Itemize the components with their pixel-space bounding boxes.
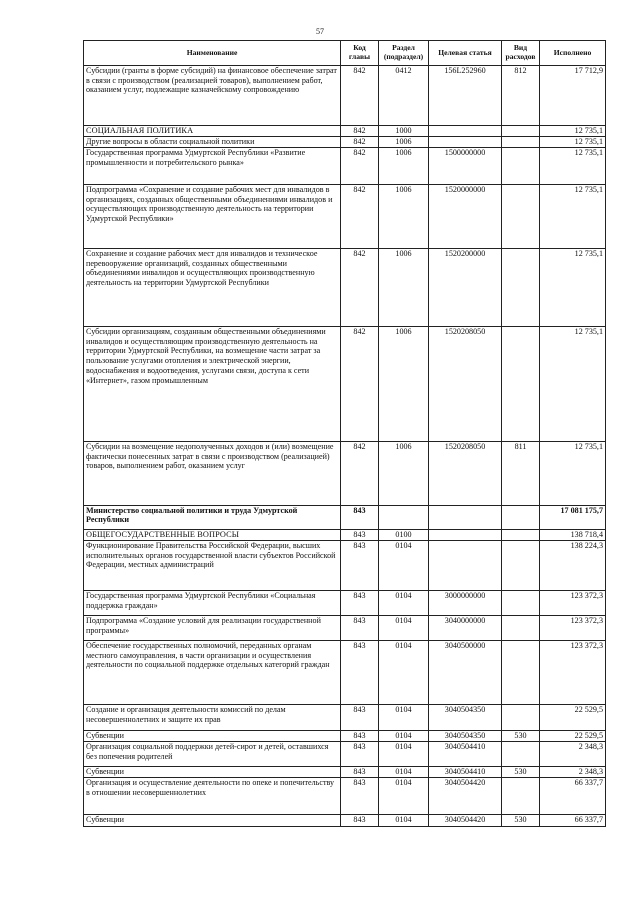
row-name: Субсидии организациям, созданным общественными объединениями инвалидов и осуществляющим производственную деятельность на территории Удмуртской Республики, на возмещение части затрат за пользование услугами отопления и электрической энергии, водоснабжения и водоотведения, услугами связи, доступа к сети «Интернет», газом промышленным bbox=[84, 327, 341, 442]
row-code: 842 bbox=[341, 126, 379, 137]
row-name: Государственная программа Удмуртской Республики «Социальная поддержка граждан» bbox=[84, 591, 341, 616]
table-row bbox=[84, 126, 606, 137]
row-done: 12 735,1 bbox=[540, 185, 606, 249]
row-kind: 812 bbox=[502, 66, 540, 126]
table-row bbox=[84, 731, 606, 742]
table-row bbox=[84, 66, 606, 126]
row-target bbox=[429, 126, 502, 137]
row-code: 842 bbox=[341, 66, 379, 126]
row-done: 12 735,1 bbox=[540, 327, 606, 442]
row-code: 842 bbox=[341, 442, 379, 506]
row-name: Создание и организация деятельности комиссий по делам несовершеннолетних и защите их прав bbox=[84, 705, 341, 731]
row-kind bbox=[502, 530, 540, 541]
row-target: 1520200000 bbox=[429, 249, 502, 327]
row-target: 1520208050 bbox=[429, 327, 502, 442]
row-kind bbox=[502, 249, 540, 327]
header-section: Раздел (подраздел) bbox=[379, 41, 429, 66]
row-section: 1006 bbox=[379, 148, 429, 185]
row-kind bbox=[502, 185, 540, 249]
row-done: 2 348,3 bbox=[540, 742, 606, 767]
header-done: Исполнено bbox=[540, 41, 606, 66]
row-code: 843 bbox=[341, 778, 379, 815]
row-kind bbox=[502, 148, 540, 185]
row-kind bbox=[502, 541, 540, 591]
row-code: 843 bbox=[341, 731, 379, 742]
row-name: Функционирование Правительства Российской Федерации, высших исполнительных органов государственной власти субъектов Российской Федерации, местных администраций bbox=[84, 541, 341, 591]
row-target: 1520208050 bbox=[429, 442, 502, 506]
row-section: 0104 bbox=[379, 616, 429, 641]
table-row bbox=[84, 148, 606, 185]
table-row bbox=[84, 541, 606, 591]
row-kind bbox=[502, 705, 540, 731]
table-row bbox=[84, 705, 606, 731]
row-code: 842 bbox=[341, 249, 379, 327]
row-section: 0104 bbox=[379, 705, 429, 731]
row-code: 843 bbox=[341, 591, 379, 616]
row-name: Организация и осуществление деятельности по опеке и попечительству в отношении несовершеннолетних bbox=[84, 778, 341, 815]
row-code: 843 bbox=[341, 530, 379, 541]
table-row bbox=[84, 616, 606, 641]
row-kind bbox=[502, 742, 540, 767]
table-row bbox=[84, 530, 606, 541]
row-section: 0104 bbox=[379, 778, 429, 815]
row-name: Государственная программа Удмуртской Республики «Развитие промышленности и потребительского рынка» bbox=[84, 148, 341, 185]
row-done: 12 735,1 bbox=[540, 442, 606, 506]
row-name: Министерство социальной политики и труда Удмуртской Республики bbox=[84, 506, 341, 530]
row-section: 0104 bbox=[379, 767, 429, 778]
table-row bbox=[84, 185, 606, 249]
row-name: СОЦИАЛЬНАЯ ПОЛИТИКА bbox=[84, 126, 341, 137]
row-kind bbox=[502, 327, 540, 442]
row-target bbox=[429, 541, 502, 591]
row-target: 3040504420 bbox=[429, 815, 502, 827]
row-code: 843 bbox=[341, 506, 379, 530]
row-target bbox=[429, 530, 502, 541]
row-section: 0100 bbox=[379, 530, 429, 541]
row-section: 0104 bbox=[379, 742, 429, 767]
row-target: 1520000000 bbox=[429, 185, 502, 249]
row-section: 0104 bbox=[379, 591, 429, 616]
row-done: 123 372,3 bbox=[540, 641, 606, 705]
table-row bbox=[84, 327, 606, 442]
header-target: Целевая статья bbox=[429, 41, 502, 66]
table-row bbox=[84, 742, 606, 767]
row-target: 3040500000 bbox=[429, 641, 502, 705]
row-kind bbox=[502, 641, 540, 705]
row-done: 17 712,9 bbox=[540, 66, 606, 126]
row-name: Субвенции bbox=[84, 731, 341, 742]
row-name: Субвенции bbox=[84, 767, 341, 778]
row-target: 1500000000 bbox=[429, 148, 502, 185]
row-kind: 530 bbox=[502, 815, 540, 827]
row-section: 0104 bbox=[379, 541, 429, 591]
row-done: 17 081 175,7 bbox=[540, 506, 606, 530]
row-section: 1006 bbox=[379, 249, 429, 327]
page-number: 57 bbox=[316, 27, 324, 36]
row-done: 123 372,3 bbox=[540, 616, 606, 641]
row-section: 0104 bbox=[379, 731, 429, 742]
header-kind: Вид расходов bbox=[502, 41, 540, 66]
table-row bbox=[84, 137, 606, 148]
table-row bbox=[84, 591, 606, 616]
row-done: 66 337,7 bbox=[540, 778, 606, 815]
row-target: 3040504350 bbox=[429, 731, 502, 742]
row-name: Субсидии на возмещение недополученных доходов и (или) возмещение фактически понесенных затрат в связи с производством (реализацией) товаров, выполнением работ, оказанием услуг bbox=[84, 442, 341, 506]
row-target: 3040504350 bbox=[429, 705, 502, 731]
row-name: Организация социальной поддержки детей-сирот и детей, оставшихся без попечения родителей bbox=[84, 742, 341, 767]
row-done: 138 224,3 bbox=[540, 541, 606, 591]
row-kind: 530 bbox=[502, 731, 540, 742]
row-code: 842 bbox=[341, 185, 379, 249]
row-target bbox=[429, 506, 502, 530]
table-row bbox=[84, 506, 606, 530]
row-code: 843 bbox=[341, 705, 379, 731]
row-name: Обеспечение государственных полномочий, переданных органам местного самоуправления, в части организации и осуществления деятельности по социальной поддержке отдельных категорий граждан bbox=[84, 641, 341, 705]
row-kind bbox=[502, 616, 540, 641]
table-header-row bbox=[84, 41, 606, 66]
row-section: 1006 bbox=[379, 137, 429, 148]
row-kind bbox=[502, 137, 540, 148]
row-target: 3040504410 bbox=[429, 742, 502, 767]
row-kind bbox=[502, 591, 540, 616]
row-code: 843 bbox=[341, 541, 379, 591]
row-done: 12 735,1 bbox=[540, 137, 606, 148]
row-done: 123 372,3 bbox=[540, 591, 606, 616]
row-name: ОБЩЕГОСУДАРСТВЕННЫЕ ВОПРОСЫ bbox=[84, 530, 341, 541]
row-code: 843 bbox=[341, 815, 379, 827]
row-target bbox=[429, 137, 502, 148]
row-target: 3000000000 bbox=[429, 591, 502, 616]
header-name: Наименование bbox=[84, 41, 341, 66]
row-section: 1006 bbox=[379, 185, 429, 249]
table-row bbox=[84, 641, 606, 705]
row-done: 2 348,3 bbox=[540, 767, 606, 778]
row-done: 12 735,1 bbox=[540, 249, 606, 327]
row-code: 842 bbox=[341, 327, 379, 442]
row-code: 842 bbox=[341, 137, 379, 148]
row-code: 843 bbox=[341, 767, 379, 778]
row-code: 843 bbox=[341, 641, 379, 705]
row-section: 1006 bbox=[379, 327, 429, 442]
row-code: 843 bbox=[341, 616, 379, 641]
row-section: 0104 bbox=[379, 815, 429, 827]
row-target: 3040504410 bbox=[429, 767, 502, 778]
budget-execution-table bbox=[83, 40, 606, 827]
table-row bbox=[84, 249, 606, 327]
row-kind bbox=[502, 126, 540, 137]
row-kind: 530 bbox=[502, 767, 540, 778]
row-done: 138 718,4 bbox=[540, 530, 606, 541]
row-kind bbox=[502, 506, 540, 530]
row-target: 156L252960 bbox=[429, 66, 502, 126]
table-row bbox=[84, 778, 606, 815]
row-name: Другие вопросы в области социальной политики bbox=[84, 137, 341, 148]
table-row bbox=[84, 767, 606, 778]
row-kind bbox=[502, 778, 540, 815]
row-code: 843 bbox=[341, 742, 379, 767]
row-name: Сохранение и создание рабочих мест для инвалидов и техническое перевооружение организаций, созданных общественными объединениями инвалидов и осуществляющих производственную деятельность на территории Удмуртской Республики bbox=[84, 249, 341, 327]
row-kind: 811 bbox=[502, 442, 540, 506]
row-section: 0104 bbox=[379, 641, 429, 705]
row-name: Субвенции bbox=[84, 815, 341, 827]
row-done: 12 735,1 bbox=[540, 148, 606, 185]
row-target: 3040000000 bbox=[429, 616, 502, 641]
row-section: 1006 bbox=[379, 442, 429, 506]
row-done: 22 529,5 bbox=[540, 731, 606, 742]
row-done: 66 337,7 bbox=[540, 815, 606, 827]
row-section bbox=[379, 506, 429, 530]
table-row bbox=[84, 815, 606, 827]
row-section: 0412 bbox=[379, 66, 429, 126]
table-row bbox=[84, 442, 606, 506]
row-name: Подпрограмма «Создание условий для реализации государственной программы» bbox=[84, 616, 341, 641]
row-done: 22 529,5 bbox=[540, 705, 606, 731]
table-body bbox=[84, 66, 606, 827]
row-target: 3040504420 bbox=[429, 778, 502, 815]
row-section: 1000 bbox=[379, 126, 429, 137]
header-code: Код главы bbox=[341, 41, 379, 66]
row-done: 12 735,1 bbox=[540, 126, 606, 137]
row-code: 842 bbox=[341, 148, 379, 185]
row-name: Субсидии (гранты в форме субсидий) на финансовое обеспечение затрат в связи с производством (реализацией товаров), выполнением работ, оказанием услуг, подлежащие казначейскому сопровождению bbox=[84, 66, 341, 126]
row-name: Подпрограмма «Сохранение и создание рабочих мест для инвалидов в организациях, созданных общественными объединениями инвалидов и осуществляющих производственную деятельность на территории Удмуртской Республики» bbox=[84, 185, 341, 249]
